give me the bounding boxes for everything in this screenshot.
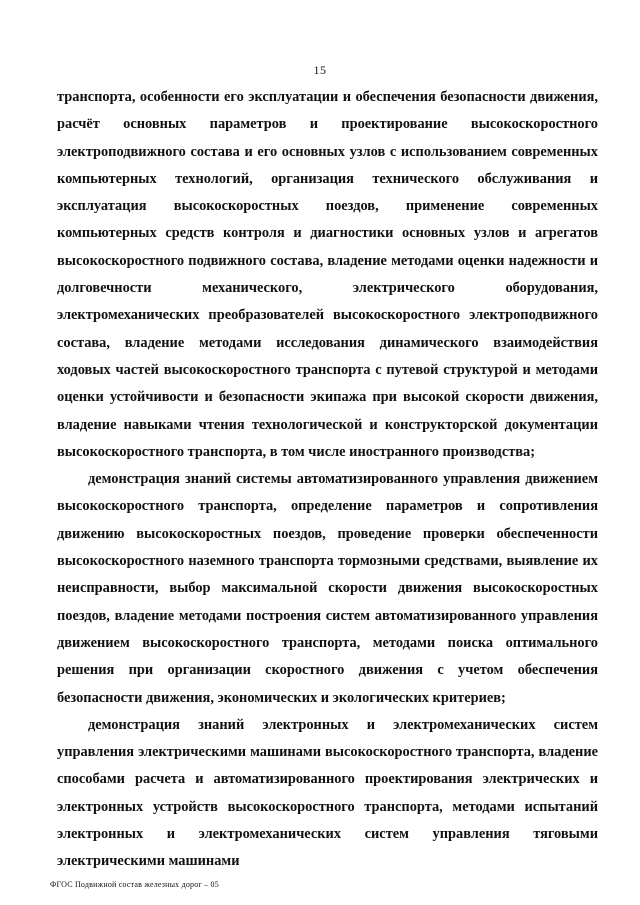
paragraph-electromechanical-systems: демонстрация знаний электронных и электромеханических систем управления электрическими машинами высокоскоростного транспорта, владение способами расчета и автоматизированного проектирования электрических и электронных устройств высокоскоростного транспорта, методами испытаний электронных и электромеханических систем управления тяговыми электрическими машинами	[57, 716, 598, 870]
document-body	[57, 84, 598, 876]
paragraph-automation-systems: демонстрация знаний системы автоматизированного управления движением высокоскоростного транспорта, определение параметров и сопротивления движению высокоскоростных поездов, проведение проверки обеспеченности высокоскоростного наземного транспорта тормозными средствами, выявление их неисправности, выбор максимальной скорости движения высокоскоростных поездов, владение методами построения систем автоматизированного управления движением высокоскоростного транспорта, методами поиска оптимального решения при организации скоростного движения с учетом обеспечения безопасности движения, экономических и экологических критериев;	[57, 471, 598, 706]
paragraph-continuation: транспорта, особенности его эксплуатации и обеспечения безопасности движения, расчёт основных параметров и проектирование высокоскоростного электроподвижного состава и его основных узлов с использованием современных компьютерных технологий, организация технического обслуживания и эксплуатация высокоскоростных поездов, применение современных компьютерных средств контроля и диагностики основных узлов и агрегатов высокоскоростного подвижного состава, владение методами оценки надежности и долговечности механического, электрического оборудования, электромеханических преобразователей высокоскоростного электроподвижного состава, владение методами исследования динамического взаимодействия ходовых частей высокоскоростного транспорта с путевой структурой и методами оценки устойчивости и безопасности экипажа при высокой скорости движения, владение навыками чтения технологической и конструкторской документации высокоскоростного транспорта, в том числе иностранного производства;	[57, 89, 598, 460]
page-number: 15	[313, 63, 327, 77]
page-footer: ФГОС Подвижной состав железных дорог – 05	[50, 880, 219, 889]
